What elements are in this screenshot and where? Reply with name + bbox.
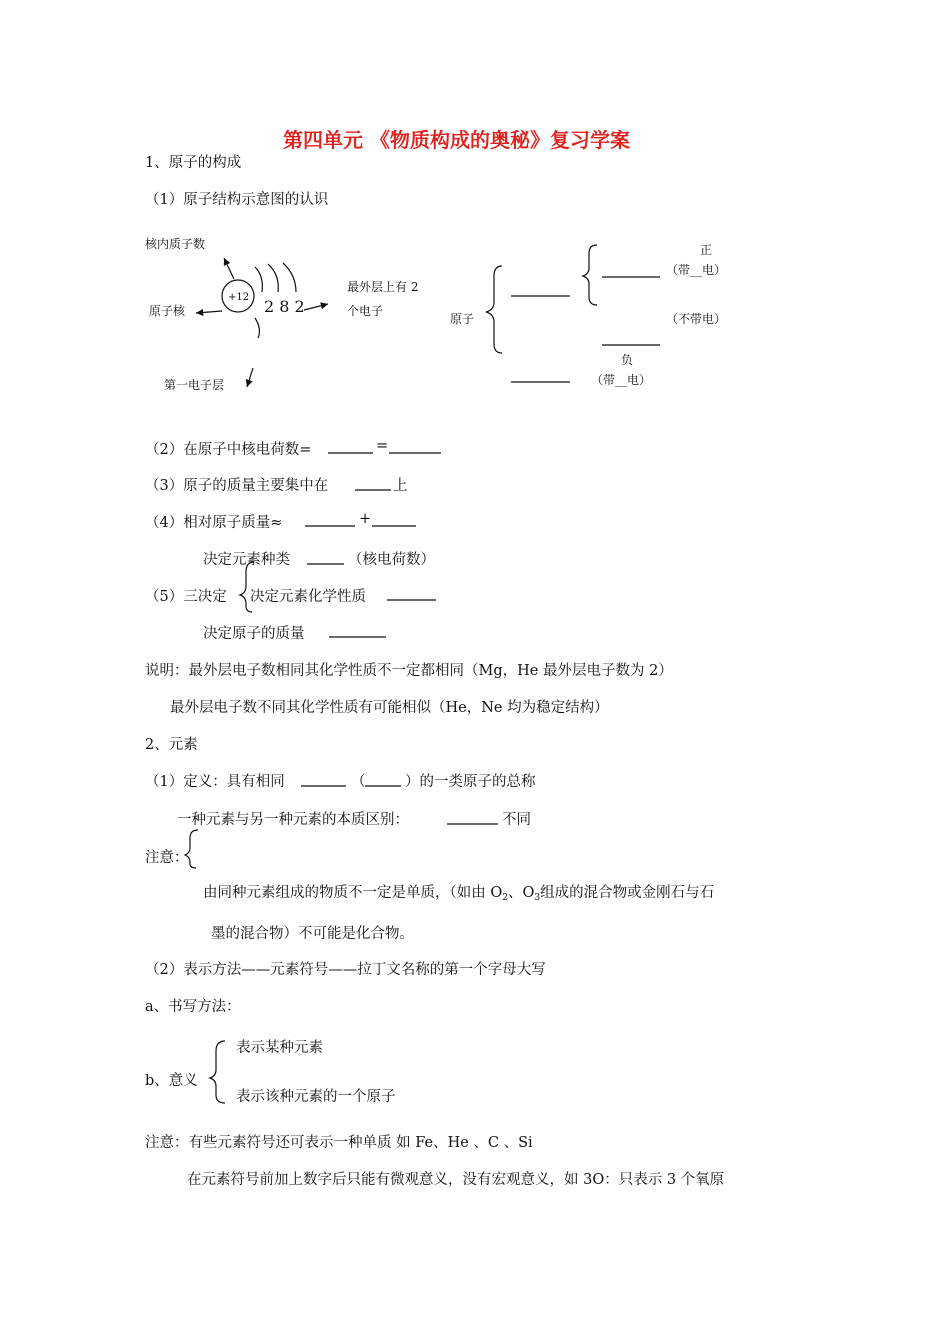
nucleus-label: 原子核 bbox=[149, 304, 186, 318]
notice-item-1: 一种元素与另一种元素的本质区别： bbox=[177, 812, 409, 828]
section-1-heading: 1、原子的构成 bbox=[145, 155, 242, 171]
atom-big-bracket bbox=[486, 266, 502, 353]
sub4-plus: + bbox=[359, 511, 372, 527]
three-determines-label: （5）三决定 bbox=[145, 589, 227, 605]
determine-item-1-note: （核电荷数） bbox=[348, 552, 435, 568]
section-1-sub1: （1）原子结构示意图的认识 bbox=[145, 192, 329, 208]
arrow-nucleus bbox=[196, 311, 222, 313]
meaning-bracket bbox=[210, 1041, 225, 1103]
meaning-item-1: 表示某种元素 bbox=[236, 1040, 323, 1056]
determine-item-3: 决定原子的质量 bbox=[203, 626, 305, 642]
arrow-first-layer bbox=[247, 368, 253, 387]
notice-label: 注意： bbox=[145, 850, 189, 866]
positive-charge-label: （带__电） bbox=[666, 263, 727, 277]
sub2-equals: = bbox=[376, 438, 389, 454]
electron-numbers: 2 8 2 bbox=[264, 297, 305, 316]
meaning-label: b、意义 bbox=[145, 1073, 198, 1089]
section-1-sub2: （2）在原子中核电荷数= bbox=[145, 442, 312, 458]
definition-paren: （ bbox=[351, 774, 366, 790]
neutral-label: （不带电） bbox=[666, 312, 727, 326]
first-layer-label: 第一电子层 bbox=[164, 378, 225, 392]
nucleus-charge: +12 bbox=[228, 292, 250, 303]
section-1-sub3: （3）原子的质量主要集中在 bbox=[145, 478, 329, 494]
notice-symbol-line-2: 在元素符号前加上数字后只能有微观意义，没有宏观意义，如 3O：只表示 3 个氧原 bbox=[187, 1172, 725, 1188]
shell-arc-2 bbox=[268, 264, 278, 292]
notice-symbol-line-1: 注意：有些元素符号还可表示一种单质 如 Fe、He 、C 、Si bbox=[145, 1135, 533, 1151]
note-line-1: 说明：最外层电子数相同其化学性质不一定都相同（Mg，He 最外层电子数为 2） bbox=[145, 663, 673, 679]
negative-charge-label: （带__电） bbox=[591, 373, 652, 387]
arrow-proton bbox=[224, 258, 234, 279]
section-1-sub4: （4）相对原子质量≈ bbox=[145, 515, 283, 531]
atom-small-bracket bbox=[583, 245, 597, 305]
positive-label: 正 bbox=[700, 243, 713, 257]
meaning-item-2: 表示该种元素的一个原子 bbox=[236, 1089, 396, 1105]
shell-arc-1 bbox=[255, 267, 262, 292]
writing-method: a、书写方法： bbox=[145, 999, 241, 1015]
shell-arc-3 bbox=[283, 263, 296, 292]
atom-root-label: 原子 bbox=[450, 312, 475, 326]
determine-item-1: 决定元素种类 bbox=[203, 552, 290, 568]
page-title: 第四单元 《物质构成的奥秘》复习学案 bbox=[283, 128, 630, 152]
determine-item-2: 决定元素化学性质 bbox=[250, 589, 366, 605]
nucleus-circle bbox=[222, 280, 254, 312]
nucleus-count-label: 核内质子数 bbox=[145, 237, 206, 251]
notice-item-2-line-2: 墨的混合物）不可能是化合物。 bbox=[211, 926, 414, 942]
three-determines-bracket bbox=[240, 562, 254, 612]
outer-layer-label-2: 个电子 bbox=[347, 304, 384, 318]
note-line-2: 最外层电子数不同其化学性质有可能相似（He，Ne 均为稳定结构） bbox=[170, 700, 609, 716]
arrow-outer bbox=[304, 304, 328, 310]
notice-item-2: 由同种元素组成的物质不一定是单质，（如由 $O_2$、$O_3$组成的混合物或金刚石与石 bbox=[203, 885, 715, 903]
shell-arc-4 bbox=[255, 318, 259, 338]
section-2-sub2: （2）表示方法——元素符号——拉丁文名称的第一个字母大写 bbox=[145, 962, 546, 978]
definition-prefix: （1）定义：具有相同 bbox=[145, 774, 285, 790]
negative-label: 负 bbox=[621, 353, 634, 367]
outer-layer-label-1: 最外层上有 2 bbox=[347, 280, 419, 294]
section-2-heading: 2、元素 bbox=[145, 737, 198, 753]
sub3-suffix: 上 bbox=[393, 478, 408, 494]
notice-bracket bbox=[185, 830, 198, 868]
definition-suffix: ）的一类原子的总称 bbox=[405, 774, 536, 790]
notice-item-1-suffix: 不同 bbox=[502, 812, 531, 828]
